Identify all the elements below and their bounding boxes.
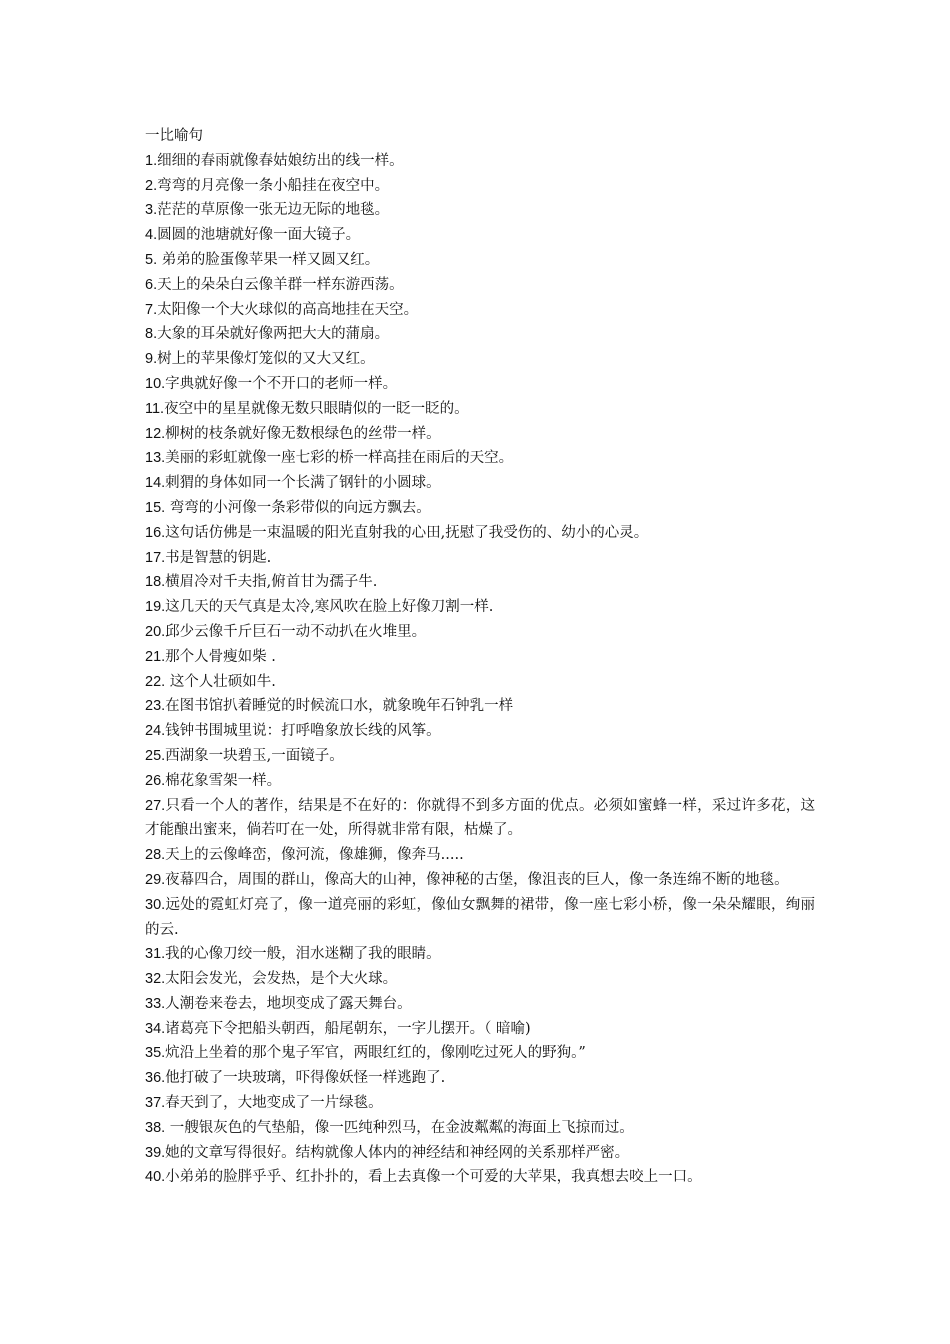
list-item bbox=[145, 967, 815, 992]
item-number: 17. bbox=[145, 549, 166, 566]
item-number: 35. bbox=[145, 1045, 166, 1062]
item-number: 15. bbox=[145, 499, 166, 516]
item-text: 诸葛亮下令把船头朝西，船尾朝东，一字儿摆开。（ 暗喻) bbox=[165, 1020, 531, 1037]
list-item bbox=[145, 719, 815, 744]
item-text: 茫茫的草原像一张无边无际的地毯。 bbox=[157, 202, 390, 219]
item-text: 树上的苹果像灯笼似的又大又红。 bbox=[157, 351, 375, 368]
list-item bbox=[145, 694, 815, 719]
item-text: 这个人壮硕如牛. bbox=[165, 673, 276, 690]
item-number: 14. bbox=[145, 475, 166, 492]
item-number: 26. bbox=[145, 772, 166, 789]
item-text: 只看一个人的著作，结果是不在好的：你就得不到多方面的优点。必须如蜜蜂一样，采过许多花，这才能酿出蜜来，倘若叮在一处，所得就非常有限，枯燥了。 bbox=[145, 797, 815, 839]
item-number: 39. bbox=[145, 1144, 166, 1161]
item-number: 7. bbox=[145, 301, 158, 318]
list-item bbox=[145, 992, 815, 1017]
item-number: 38. bbox=[145, 1119, 166, 1136]
item-text: 那个人骨瘦如柴 . bbox=[165, 648, 276, 665]
item-text: 远处的霓虹灯亮了，像一道亮丽的彩虹，像仙女飘舞的裙带，像一座七彩小桥，像一朵朵耀眼，绚丽的云. bbox=[145, 896, 815, 938]
item-number: 11. bbox=[145, 400, 165, 417]
list-item bbox=[145, 347, 815, 372]
item-text: 细细的春雨就像春姑娘纺出的线一样。 bbox=[157, 152, 404, 169]
list-item bbox=[145, 273, 815, 298]
item-number: 1. bbox=[145, 152, 158, 169]
list-item bbox=[145, 372, 815, 397]
item-number: 5. bbox=[145, 251, 158, 268]
list-item bbox=[145, 942, 815, 967]
list-item bbox=[145, 471, 815, 496]
list-item bbox=[145, 570, 815, 595]
item-number: 9. bbox=[145, 351, 158, 368]
item-text: 太阳像一个大火球似的高高地挂在天空。 bbox=[157, 301, 419, 318]
item-text: 书是智慧的钥匙. bbox=[165, 549, 272, 566]
list-item bbox=[145, 1091, 815, 1116]
list-item bbox=[145, 1017, 815, 1042]
item-text: 字典就好像一个不开口的老师一样。 bbox=[165, 375, 398, 392]
list-item bbox=[145, 769, 815, 794]
item-text: 夜空中的星星就像无数只眼睛似的一眨一眨的。 bbox=[164, 400, 469, 417]
list-item bbox=[145, 1141, 815, 1166]
item-number: 31. bbox=[145, 946, 166, 963]
item-text: 太阳会发光，会发热，是个大火球。 bbox=[165, 971, 398, 988]
item-number: 37. bbox=[145, 1095, 166, 1112]
item-text: 弯弯的月亮像一条小船挂在夜空中。 bbox=[157, 177, 390, 194]
item-text: 我的心像刀绞一般，泪水迷糊了我的眼睛。 bbox=[165, 946, 441, 963]
item-number: 2. bbox=[145, 177, 158, 194]
list-item bbox=[145, 794, 815, 844]
item-number: 29. bbox=[145, 871, 166, 888]
item-text: 弟弟的脸蛋像苹果一样又圆又红。 bbox=[157, 251, 380, 268]
list-item bbox=[145, 174, 815, 199]
list-item bbox=[145, 422, 815, 447]
item-text: 这几天的天气真是太冷,寒风吹在脸上好像刀割一样. bbox=[165, 599, 494, 616]
list-item bbox=[145, 1066, 815, 1091]
item-text: 一艘银灰色的气垫船，像一匹纯种烈马，在金波粼粼的海面上飞掠而过。 bbox=[165, 1119, 634, 1136]
list-item bbox=[145, 868, 815, 893]
list-item bbox=[145, 645, 815, 670]
item-number: 12. bbox=[145, 425, 166, 442]
item-text: 棉花象雪架一样。 bbox=[165, 772, 282, 789]
item-text: 天上的云像峰峦，像河流，像雄狮，像奔马..... bbox=[165, 847, 464, 864]
item-number: 20. bbox=[145, 623, 166, 640]
list-item bbox=[145, 149, 815, 174]
item-text: 炕沿上坐着的那个鬼子军官，两眼红红的，像刚吃过死人的野狗。” bbox=[165, 1045, 586, 1062]
list-item bbox=[145, 521, 815, 546]
document-page bbox=[145, 124, 815, 1190]
list-item bbox=[145, 620, 815, 645]
item-text: 天上的朵朵白云像羊群一样东游西荡。 bbox=[157, 276, 404, 293]
item-number: 13. bbox=[145, 450, 166, 467]
item-number: 27. bbox=[145, 797, 166, 814]
item-number: 16. bbox=[145, 524, 166, 541]
list-item bbox=[145, 744, 815, 769]
item-text: 弯弯的小河像一条彩带似的向远方飘去。 bbox=[165, 499, 431, 516]
item-number: 18. bbox=[145, 574, 166, 591]
list-item bbox=[145, 1165, 815, 1190]
document-title: 一比喻句 bbox=[145, 128, 203, 144]
item-number: 33. bbox=[145, 995, 166, 1012]
item-number: 28. bbox=[145, 847, 166, 864]
item-number: 30. bbox=[145, 896, 166, 913]
list-item bbox=[145, 397, 815, 422]
list-item bbox=[145, 298, 815, 323]
item-number: 6. bbox=[145, 276, 158, 293]
item-text: 圆圆的池塘就好像一面大镜子。 bbox=[157, 227, 361, 244]
item-number: 4. bbox=[145, 227, 158, 244]
item-number: 22. bbox=[145, 673, 166, 690]
item-text: 横眉冷对千夫指,俯首甘为孺子牛. bbox=[165, 574, 378, 591]
list-item bbox=[145, 322, 815, 347]
list-item bbox=[145, 893, 815, 943]
item-number: 36. bbox=[145, 1070, 166, 1087]
item-text: 大象的耳朵就好像两把大大的蒲扇。 bbox=[157, 326, 390, 343]
list-item bbox=[145, 223, 815, 248]
list-item bbox=[145, 595, 815, 620]
item-number: 32. bbox=[145, 971, 166, 988]
list-item bbox=[145, 1116, 815, 1141]
item-number: 34. bbox=[145, 1020, 166, 1037]
list-item bbox=[145, 446, 815, 471]
item-text: 她的文章写得很好。结构就像人体内的神经结和神经网的关系那样严密。 bbox=[165, 1144, 630, 1161]
item-text: 人潮卷来卷去，地坝变成了露天舞台。 bbox=[165, 995, 412, 1012]
item-text: 西湖象一块碧玉,一面镜子。 bbox=[165, 747, 344, 764]
list-item bbox=[145, 843, 815, 868]
item-number: 8. bbox=[145, 326, 158, 343]
item-text: 钱钟书围城里说：打呼噜象放长线的风筝。 bbox=[165, 723, 441, 740]
item-number: 21. bbox=[145, 648, 166, 665]
item-number: 19. bbox=[145, 599, 166, 616]
item-text: 小弟弟的脸胖乎乎、红扑扑的，看上去真像一个可爱的大苹果，我真想去咬上一口。 bbox=[165, 1169, 702, 1186]
item-number: 24. bbox=[145, 723, 166, 740]
item-text: 这句话仿佛是一束温暖的阳光直射我的心田,抚慰了我受伤的、幼小的心灵。 bbox=[165, 524, 649, 541]
item-number: 25. bbox=[145, 747, 166, 764]
list-item bbox=[145, 1041, 815, 1066]
list-item bbox=[145, 496, 815, 521]
item-text: 刺猬的身体如同一个长满了钢针的小圆球。 bbox=[165, 475, 441, 492]
item-number: 10. bbox=[145, 375, 166, 392]
list-item bbox=[145, 546, 815, 571]
item-number: 40. bbox=[145, 1169, 166, 1186]
list-item bbox=[145, 670, 815, 695]
list-item bbox=[145, 248, 815, 273]
item-text: 他打破了一块玻璃，吓得像妖怪一样逃跑了. bbox=[165, 1070, 446, 1087]
item-number: 23. bbox=[145, 698, 166, 715]
item-text: 春天到了，大地变成了一片绿毯。 bbox=[165, 1095, 383, 1112]
metaphor-list bbox=[145, 149, 815, 1190]
item-text: 柳树的枝条就好像无数根绿色的丝带一样。 bbox=[165, 425, 441, 442]
list-item bbox=[145, 198, 815, 223]
item-text: 在图书馆扒着睡觉的时候流口水，就象晚年石钟乳一样 bbox=[165, 698, 514, 715]
item-text: 夜幕四合，周围的群山，像高大的山神，像神秘的古堡，像沮丧的巨人，像一条连绵不断的地毯。 bbox=[165, 871, 789, 888]
item-number: 3. bbox=[145, 202, 158, 219]
item-text: 美丽的彩虹就像一座七彩的桥一样高挂在雨后的天空。 bbox=[165, 450, 514, 467]
item-text: 邱少云像千斤巨石一动不动扒在火堆里。 bbox=[165, 623, 427, 640]
